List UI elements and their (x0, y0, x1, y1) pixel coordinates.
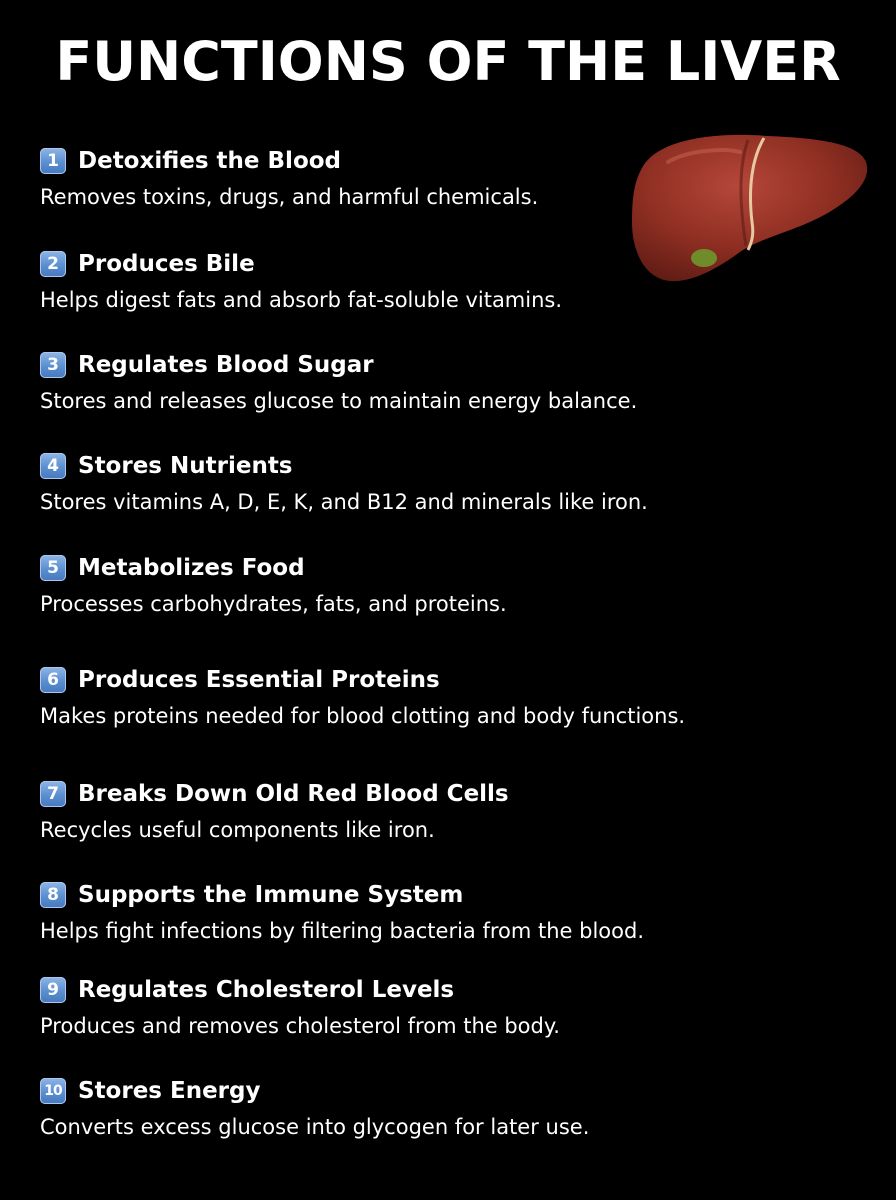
number-badge-icon: 6 (40, 667, 66, 693)
item-title: Stores Nutrients (78, 453, 293, 479)
item-title: Regulates Cholesterol Levels (78, 977, 455, 1003)
item-description: Removes toxins, drugs, and harmful chemicals. (40, 185, 539, 209)
list-item (40, 146, 860, 211)
item-title: Breaks Down Old Red Blood Cells (78, 781, 509, 807)
list-item (40, 350, 860, 415)
number-badge-icon: 3 (40, 352, 66, 378)
item-title: Metabolizes Food (78, 555, 305, 581)
page-title: FUNCTIONS OF THE LIVER (55, 30, 841, 93)
item-description: Recycles useful components like iron. (40, 818, 435, 842)
number-badge-icon: 1 (40, 148, 66, 174)
item-title: Detoxifies the Blood (78, 148, 342, 174)
list-item (40, 553, 860, 618)
list-item (40, 975, 860, 1040)
list-item (40, 451, 860, 516)
item-description: Stores and releases glucose to maintain energy balance. (40, 389, 638, 413)
number-badge-icon: 8 (40, 882, 66, 908)
list-item (40, 249, 860, 314)
number-badge-icon: 2 (40, 251, 66, 277)
number-badge-icon: 10 (40, 1078, 66, 1104)
item-description: Stores vitamins A, D, E, K, and B12 and minerals like iron. (40, 490, 648, 514)
list-item (40, 779, 860, 844)
item-description: Helps fight infections by filtering bacteria from the blood. (40, 919, 645, 943)
list-item (40, 880, 860, 945)
list-item (40, 665, 860, 730)
list-item (40, 1076, 860, 1141)
item-title: Regulates Blood Sugar (78, 352, 374, 378)
number-badge-icon: 9 (40, 977, 66, 1003)
item-title: Supports the Immune System (78, 882, 464, 908)
item-title: Stores Energy (78, 1078, 261, 1104)
item-description: Produces and removes cholesterol from the body. (40, 1014, 560, 1038)
item-title: Produces Bile (78, 251, 255, 277)
number-badge-icon: 7 (40, 781, 66, 807)
number-badge-icon: 4 (40, 453, 66, 479)
item-description: Processes carbohydrates, fats, and proteins. (40, 592, 507, 616)
number-badge-icon: 5 (40, 555, 66, 581)
item-description: Helps digest fats and absorb fat-soluble vitamins. (40, 288, 563, 312)
item-title: Produces Essential Proteins (78, 667, 440, 693)
item-description: Makes proteins needed for blood clotting and body functions. (40, 704, 686, 728)
item-description: Converts excess glucose into glycogen for later use. (40, 1115, 590, 1139)
